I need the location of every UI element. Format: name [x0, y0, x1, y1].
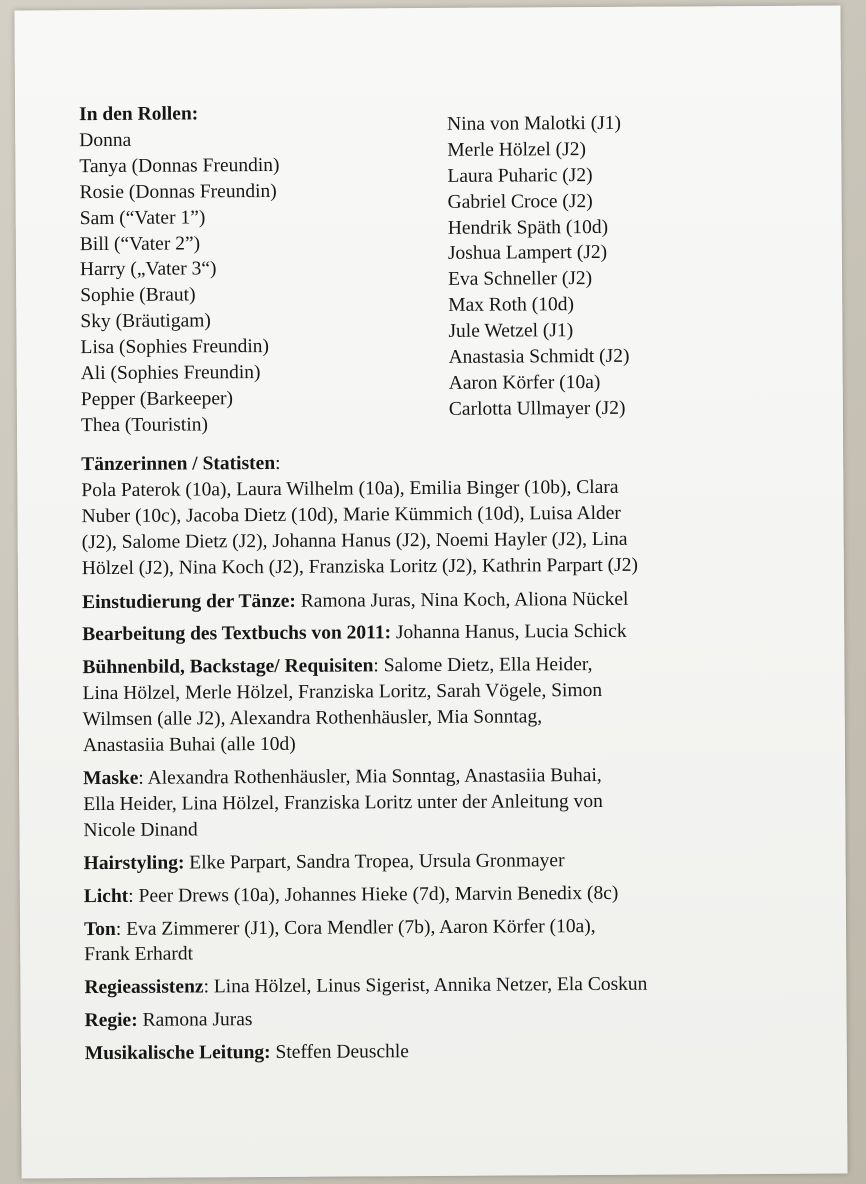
dancers-line: Hölzel (J2), Nina Koch (J2), Franziska Loritz (J2), Kathrin Parpart (J2): [81, 554, 639, 579]
dancers-line: Pola Paterok (10a), Laura Wilhelm (10a), Emilia Binger (10b), Clara: [81, 476, 619, 502]
credit-names: : Salome Dietz, Ella Heider,: [373, 654, 593, 677]
role-name: Rosie (Donnas Freundin): [79, 180, 277, 203]
role-name: Pepper (Barkeeper): [80, 388, 234, 411]
actor-name: Carlotta Ullmayer (J2): [448, 397, 626, 420]
actor-name: Anastasia Schmidt (J2): [448, 345, 630, 368]
actor-name: Aaron Körfer (10a): [448, 371, 601, 394]
light-credit: [84, 879, 804, 909]
assistant-director-credit: [84, 971, 804, 1001]
credit-label: Licht: [83, 885, 129, 907]
role-name: Sam (“Vater 1”): [79, 207, 206, 229]
credit-label: Musikalische Leitung:: [84, 1042, 271, 1065]
dancers-colon: :: [275, 452, 281, 474]
credit-line: Ella Heider, Lina Hölzel, Franziska Loritz unter der Anleitung von: [83, 790, 603, 816]
stage-credit: [82, 651, 803, 759]
credit-label: Ton: [83, 918, 116, 940]
paper-sheet: [14, 5, 847, 1178]
credit-label: Regie:: [84, 1010, 138, 1032]
credit-line: Lina Hölzel, Merle Hölzel, Franziska Loritz, Sarah Vögele, Simon: [82, 680, 603, 705]
actor-name: Merle Hölzel (J2): [447, 138, 586, 161]
credit-label: Einstudierung der Tänze:: [81, 590, 296, 613]
credit-names: : Lina Hölzel, Linus Sigerist, Annika Netzer, Ela Coskun: [203, 973, 648, 998]
role-name: Thea (Touristin): [80, 414, 209, 436]
role-name: Harry („Vater 3“): [79, 258, 217, 281]
role-name: Tanya (Donnas Freundin): [79, 154, 280, 178]
credit-names: : Eva Zimmerer (J1), Cora Mendler (7b), Aaron Körfer (10a),: [115, 915, 596, 940]
hairstyling-credit: [84, 846, 804, 876]
credit-label: Hairstyling:: [83, 852, 185, 874]
actor-name: Max Roth (10d): [448, 294, 574, 317]
makeup-credit: [83, 762, 803, 844]
script-credit: [82, 618, 802, 648]
sound-credit: [84, 912, 804, 968]
credits-content: [79, 98, 805, 1067]
roles-title: In den Rollen:: [79, 103, 199, 126]
credit-names: Elke Parpart, Sandra Tropea, Ursula Gronmayer: [184, 849, 565, 874]
choreography-credit: [82, 585, 802, 615]
dancers-line: (J2), Salome Dietz (J2), Johanna Hanus (J2), Noemi Hayler (J2), Lina: [81, 528, 628, 553]
credit-names: Ramona Juras: [137, 1009, 253, 1032]
roles-column: [79, 127, 281, 439]
dancers-section: [81, 448, 802, 582]
credit-names: : Peer Drews (10a), Johannes Hieke (7d), Marvin Benedix (8c): [128, 882, 619, 907]
credit-label: Regieassistenz: [84, 976, 204, 999]
director-credit: [85, 1004, 805, 1034]
credit-names: Steffen Deuschle: [270, 1041, 409, 1064]
dancers-label: Tänzerinnen / Statisten: [81, 452, 276, 476]
actor-name: Gabriel Croce (J2): [447, 190, 593, 213]
actor-name: Hendrik Späth (10d): [447, 216, 609, 239]
actor-name: Laura Puharic (J2): [447, 164, 593, 187]
credit-names: Johanna Hanus, Lucia Schick: [390, 621, 627, 644]
credit-names: Ramona Juras, Nina Koch, Aliona Nückel: [295, 588, 629, 612]
role-name: Donna: [79, 129, 132, 152]
credit-label: Bühnenbild, Backstage/ Requisiten: [82, 655, 374, 679]
dancers-line: Nuber (10c), Jacoba Dietz (10d), Marie Kümmich (10d), Luisa Alder: [81, 502, 621, 527]
credit-line: Wilmsen (alle J2), Alexandra Rothenhäusler, Mia Sonntag,: [82, 706, 543, 731]
credit-label: Maske: [83, 767, 139, 790]
actor-name: Eva Schneller (J2): [448, 268, 593, 291]
credit-line: Anastasiia Buhai (alle 10d): [82, 733, 296, 757]
actor-name: Joshua Lampert (J2): [447, 242, 608, 265]
music-director-credit: [85, 1037, 805, 1067]
role-name: Sophie (Braut): [80, 284, 196, 307]
credit-line: Frank Erhardt: [84, 943, 194, 966]
credit-line: Nicole Dinand: [83, 819, 198, 841]
role-name: Ali (Sophies Freundin): [80, 362, 261, 385]
role-name: Lisa (Sophies Freundin): [80, 336, 270, 359]
role-name: Sky (Bräutigam): [80, 310, 211, 333]
role-name: Bill (“Vater 2”): [79, 232, 201, 255]
actor-name: Jule Wetzel (J1): [448, 320, 574, 343]
actor-name: Nina von Malotki (J1): [447, 112, 622, 135]
actors-column: [447, 111, 630, 423]
credit-label: Bearbeitung des Textbuchs von 2011:: [82, 622, 392, 646]
credit-names: : Alexandra Rothenhäusler, Mia Sonntag, Anastasiia Buhai,: [138, 764, 602, 789]
